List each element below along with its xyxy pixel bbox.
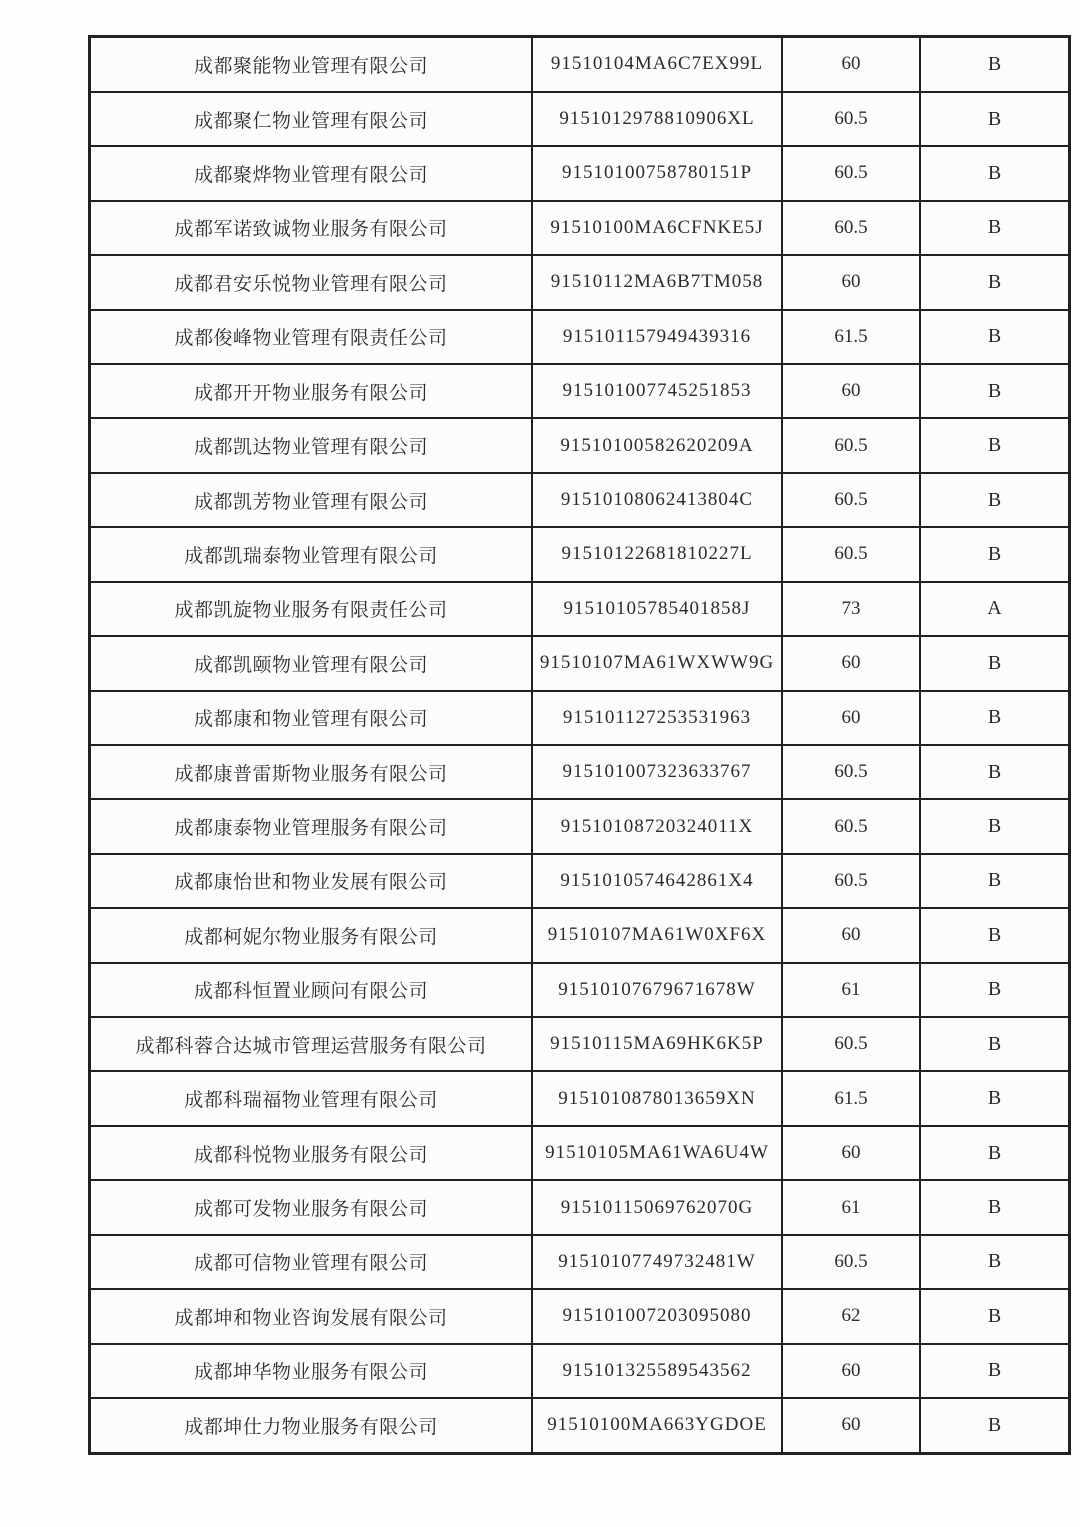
grade-cell: B [920, 146, 1070, 200]
table-row [90, 908, 1070, 962]
table-row [90, 854, 1070, 908]
score-cell: 60 [782, 37, 920, 92]
table-row [90, 745, 1070, 799]
score-cell: 60 [782, 1398, 920, 1454]
company-name-cell: 成都聚烨物业管理有限公司 [90, 146, 533, 200]
grade-cell: B [920, 854, 1070, 908]
table-row [90, 92, 1070, 146]
grade-cell: B [920, 1235, 1070, 1289]
grade-cell: B [920, 1398, 1070, 1454]
score-cell: 60.5 [782, 146, 920, 200]
credit-code-cell: 915101007323633767 [532, 745, 782, 799]
score-cell: 60.5 [782, 201, 920, 255]
score-cell: 60 [782, 908, 920, 962]
score-cell: 61 [782, 963, 920, 1017]
grade-cell: B [920, 1344, 1070, 1398]
grade-cell: B [920, 636, 1070, 690]
company-name-cell: 成都凯达物业管理有限公司 [90, 418, 533, 472]
score-cell: 60 [782, 364, 920, 418]
table-row [90, 1126, 1070, 1180]
table-row [90, 310, 1070, 364]
score-cell: 62 [782, 1289, 920, 1343]
company-name-cell: 成都可信物业管理有限公司 [90, 1235, 533, 1289]
credit-code-cell: 91510100582620209A [532, 418, 782, 472]
credit-code-cell: 915101007745251853 [532, 364, 782, 418]
table-row [90, 364, 1070, 418]
credit-code-cell: 91510100758780151P [532, 146, 782, 200]
credit-code-cell: 91510105MA61WA6U4W [532, 1126, 782, 1180]
table-row [90, 1017, 1070, 1071]
credit-code-cell: 91510108720324011X [532, 799, 782, 853]
credit-code-cell: 915101325589543562 [532, 1344, 782, 1398]
score-cell: 60.5 [782, 527, 920, 581]
company-name-cell: 成都康怡世和物业发展有限公司 [90, 854, 533, 908]
score-cell: 60 [782, 1344, 920, 1398]
credit-code-cell: 91510107679671678W [532, 963, 782, 1017]
company-name-cell: 成都康和物业管理有限公司 [90, 691, 533, 745]
table-row [90, 1180, 1070, 1234]
credit-code-cell: 9151012978810906XL [532, 92, 782, 146]
table-row [90, 1398, 1070, 1454]
grade-cell: B [920, 310, 1070, 364]
table-row [90, 527, 1070, 581]
company-name-cell: 成都科瑞福物业管理有限公司 [90, 1071, 533, 1125]
company-name-cell: 成都凯芳物业管理有限公司 [90, 473, 533, 527]
credit-code-cell: 91510107749732481W [532, 1235, 782, 1289]
company-name-cell: 成都可发物业服务有限公司 [90, 1180, 533, 1234]
table-row [90, 201, 1070, 255]
credit-code-cell: 915101127253531963 [532, 691, 782, 745]
grade-cell: B [920, 473, 1070, 527]
table-row [90, 636, 1070, 690]
credit-code-cell: 91510112MA6B7TM058 [532, 255, 782, 309]
score-cell: 60.5 [782, 473, 920, 527]
grade-cell: B [920, 908, 1070, 962]
company-name-cell: 成都开开物业服务有限公司 [90, 364, 533, 418]
score-cell: 73 [782, 582, 920, 636]
company-name-cell: 成都聚能物业管理有限公司 [90, 37, 533, 92]
grade-cell: B [920, 1180, 1070, 1234]
company-name-cell: 成都科恒置业顾问有限公司 [90, 963, 533, 1017]
credit-code-cell: 91510105785401858J [532, 582, 782, 636]
credit-code-cell: 915101157949439316 [532, 310, 782, 364]
company-name-cell: 成都柯妮尔物业服务有限公司 [90, 908, 533, 962]
score-cell: 60 [782, 691, 920, 745]
company-name-cell: 成都君安乐悦物业管理有限公司 [90, 255, 533, 309]
table-row [90, 146, 1070, 200]
company-name-cell: 成都康普雷斯物业服务有限公司 [90, 745, 533, 799]
credit-code-cell: 91510104MA6C7EX99L [532, 37, 782, 92]
score-cell: 60.5 [782, 1017, 920, 1071]
grade-cell: B [920, 92, 1070, 146]
table-row [90, 1071, 1070, 1125]
score-cell: 60.5 [782, 92, 920, 146]
grade-cell: B [920, 1071, 1070, 1125]
score-cell: 61.5 [782, 1071, 920, 1125]
company-name-cell: 成都坤仕力物业服务有限公司 [90, 1398, 533, 1454]
grade-cell: B [920, 255, 1070, 309]
grade-cell: B [920, 1126, 1070, 1180]
score-cell: 60.5 [782, 418, 920, 472]
score-cell: 60.5 [782, 745, 920, 799]
credit-code-cell: 91510100MA6CFNKE5J [532, 201, 782, 255]
score-cell: 60.5 [782, 1235, 920, 1289]
grade-cell: B [920, 37, 1070, 92]
company-name-cell: 成都科悦物业服务有限公司 [90, 1126, 533, 1180]
credit-code-cell: 915101007203095080 [532, 1289, 782, 1343]
company-rating-table [88, 35, 1071, 1455]
score-cell: 61.5 [782, 310, 920, 364]
table-row [90, 255, 1070, 309]
company-name-cell: 成都凯瑞泰物业管理有限公司 [90, 527, 533, 581]
table-row [90, 799, 1070, 853]
credit-code-cell: 91510122681810227L [532, 527, 782, 581]
grade-cell: B [920, 201, 1070, 255]
grade-cell: B [920, 1289, 1070, 1343]
company-name-cell: 成都军诺致诚物业服务有限公司 [90, 201, 533, 255]
company-name-cell: 成都坤和物业咨询发展有限公司 [90, 1289, 533, 1343]
score-cell: 60 [782, 636, 920, 690]
score-cell: 60 [782, 255, 920, 309]
table-row [90, 473, 1070, 527]
credit-code-cell: 9151010574642861X4 [532, 854, 782, 908]
grade-cell: B [920, 799, 1070, 853]
table-row [90, 37, 1070, 92]
grade-cell: A [920, 582, 1070, 636]
table-row [90, 418, 1070, 472]
score-cell: 60.5 [782, 799, 920, 853]
score-cell: 60.5 [782, 854, 920, 908]
grade-cell: B [920, 691, 1070, 745]
grade-cell: B [920, 364, 1070, 418]
company-name-cell: 成都科蓉合达城市管理运营服务有限公司 [90, 1017, 533, 1071]
credit-code-cell: 91510107MA61WXWW9G [532, 636, 782, 690]
score-cell: 61 [782, 1180, 920, 1234]
company-name-cell: 成都康泰物业管理服务有限公司 [90, 799, 533, 853]
company-name-cell: 成都凯颐物业管理有限公司 [90, 636, 533, 690]
grade-cell: B [920, 1017, 1070, 1071]
table-row [90, 691, 1070, 745]
company-name-cell: 成都坤华物业服务有限公司 [90, 1344, 533, 1398]
company-name-cell: 成都凯旋物业服务有限责任公司 [90, 582, 533, 636]
grade-cell: B [920, 963, 1070, 1017]
grade-cell: B [920, 527, 1070, 581]
grade-cell: B [920, 745, 1070, 799]
table-row [90, 1289, 1070, 1343]
company-table-body [90, 37, 1070, 1454]
table-row [90, 1235, 1070, 1289]
credit-code-cell: 91510115069762070G [532, 1180, 782, 1234]
table-row [90, 963, 1070, 1017]
company-name-cell: 成都俊峰物业管理有限责任公司 [90, 310, 533, 364]
credit-code-cell: 9151010878013659XN [532, 1071, 782, 1125]
table-row [90, 1344, 1070, 1398]
credit-code-cell: 91510107MA61W0XF6X [532, 908, 782, 962]
grade-cell: B [920, 418, 1070, 472]
company-name-cell: 成都聚仁物业管理有限公司 [90, 92, 533, 146]
credit-code-cell: 91510100MA663YGDOE [532, 1398, 782, 1454]
credit-code-cell: 91510108062413804C [532, 473, 782, 527]
table-row [90, 582, 1070, 636]
score-cell: 60 [782, 1126, 920, 1180]
credit-code-cell: 91510115MA69HK6K5P [532, 1017, 782, 1071]
